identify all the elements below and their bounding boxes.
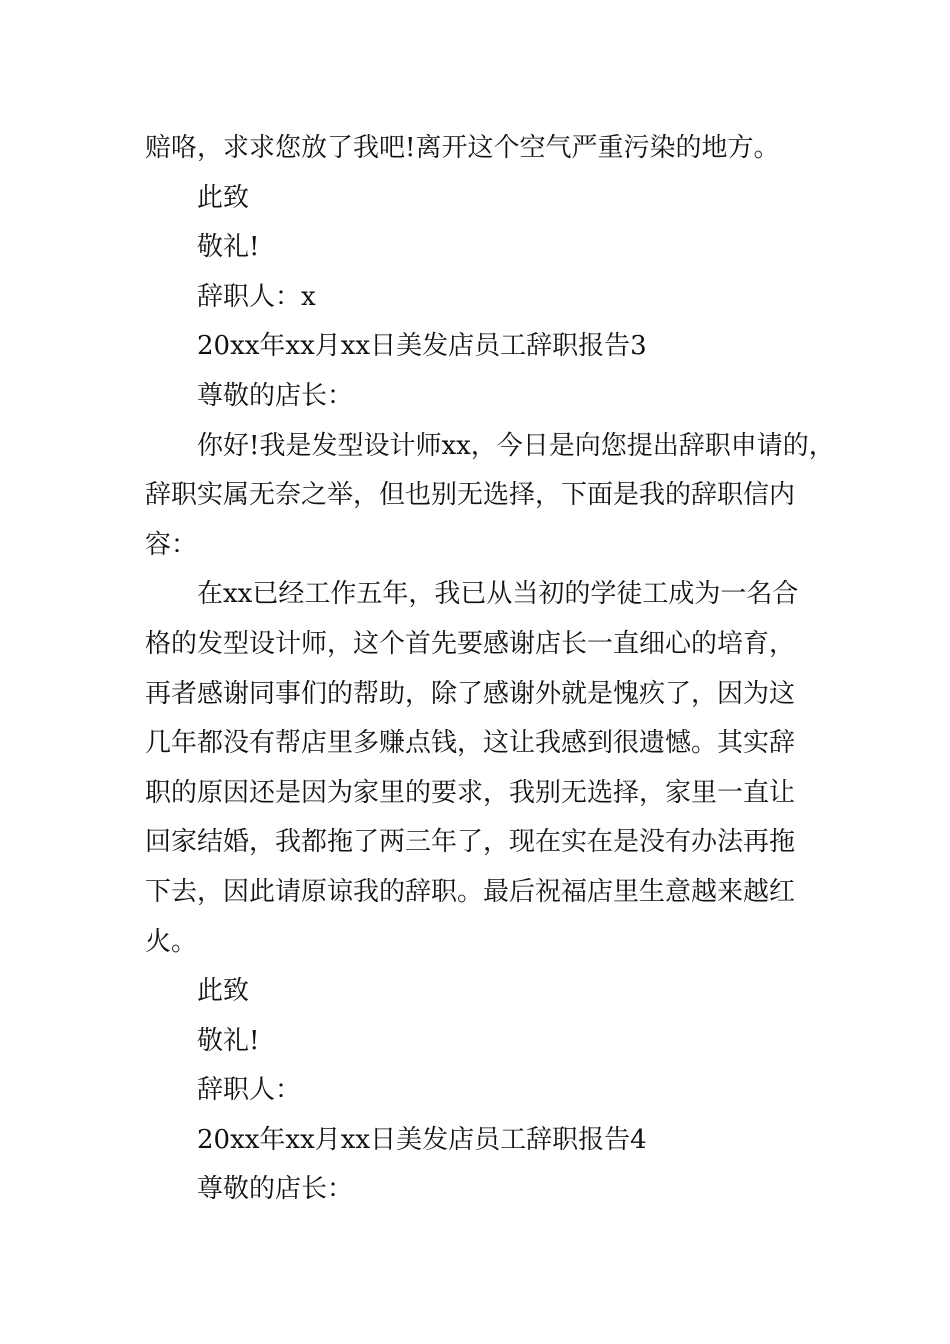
signature-line: 辞职人：x xyxy=(197,281,316,312)
body-line: 辞职实属无奈之举，但也别无选择，下面是我的辞职信内 xyxy=(145,480,796,511)
greeting-line: 尊敬的店长： xyxy=(197,1174,354,1205)
body-line: 容： xyxy=(145,529,198,560)
body-line: 再者感谢同事们的帮助，除了感谢外就是愧疚了，因为这 xyxy=(145,678,796,709)
body-line: 格的发型设计师，这个首先要感谢店长一直细心的培育， xyxy=(145,628,796,659)
body-line: 火。 xyxy=(145,926,198,957)
document-body xyxy=(145,124,835,1215)
report-title-3: 20xx年xx月xx日美发店员工辞职报告3 xyxy=(197,331,647,362)
closing-salutation: 此致 xyxy=(197,976,250,1007)
closing-regards: 敬礼! xyxy=(197,1025,260,1056)
report-title-4: 20xx年xx月xx日美发店员工辞职报告4 xyxy=(197,1124,647,1155)
body-line: 下去，因此请原谅我的辞职。最后祝福店里生意越来越红 xyxy=(145,876,796,907)
body-line: 你好!我是发型设计师xx，今日是向您提出辞职申请的， xyxy=(197,430,835,461)
body-line: 回家结婚，我都拖了两三年了，现在实在是没有办法再拖 xyxy=(145,827,796,858)
greeting-line: 尊敬的店长： xyxy=(197,380,354,411)
body-line: 几年都没有帮店里多赚点钱，这让我感到很遗憾。其实辞 xyxy=(145,728,796,759)
paragraph-line-ending: 赔咯，求求您放了我吧!离开这个空气严重污染的地方。 xyxy=(145,133,780,163)
signature-line: 辞职人： xyxy=(197,1075,302,1106)
body-line: 职的原因还是因为家里的要求，我别无选择，家里一直让 xyxy=(145,777,796,808)
closing-salutation: 此致 xyxy=(197,182,250,213)
body-line: 在xx已经工作五年，我已从当初的学徒工成为一名合 xyxy=(197,579,799,610)
closing-regards: 敬礼! xyxy=(197,232,260,263)
